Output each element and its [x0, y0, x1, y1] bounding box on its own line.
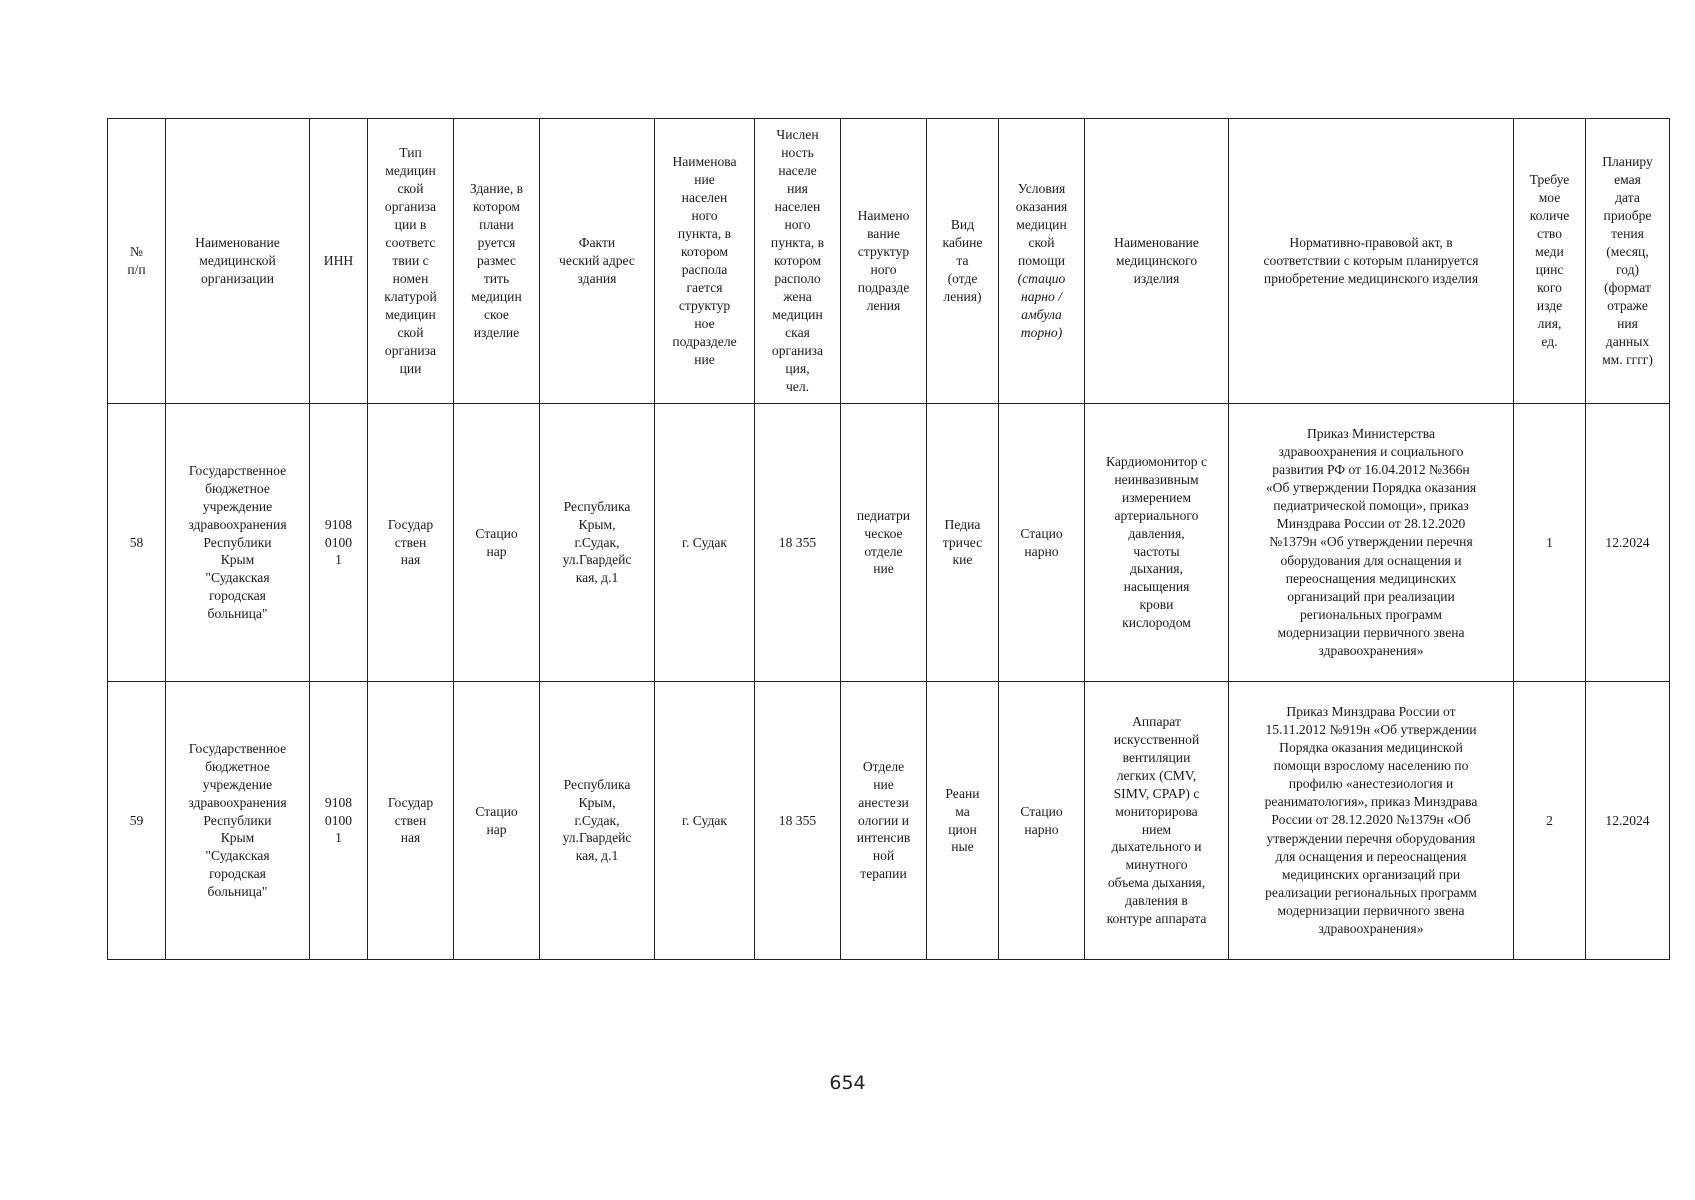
header-org-name: Наименование медицинской организации	[166, 119, 310, 404]
header-qty: Требуе мое количе ство меди цинс кого изде лия, ед.	[1514, 119, 1586, 404]
header-unit: Наимено вание структур ного подразде ления	[841, 119, 927, 404]
header-act: Нормативно-правовой акт, в соответствии с которым планируется приобретение медицинского изделия	[1229, 119, 1514, 404]
cell-population: 18 355	[755, 682, 841, 960]
table-row	[108, 404, 1670, 682]
cell-unit: Отделе ние анестези ологии и интенсив ной терапии	[841, 682, 927, 960]
cell-qty: 2	[1514, 682, 1586, 960]
cell-act: Приказ Министерства здравоохранения и социального развития РФ от 16.04.2012 №366н «Об утверждении Порядка оказания педиатрической помощи», приказ Минздрава России от 28.12.2020 №1379н «Об утверждении перечня оборудования для оснащения и переоснащения медицинских организаций при реализации региональных программ модернизации первичного звена здравоохранения»	[1229, 404, 1514, 682]
cell-unit: педиатри ческое отделе ние	[841, 404, 927, 682]
header-building: Здание, в котором плани руется размес тить медицин ское изделие	[454, 119, 540, 404]
header-cabinet: Вид кабине та (отде ления)	[927, 119, 999, 404]
table-row	[108, 682, 1670, 960]
cell-org-name: Государственное бюджетное учреждение здравоохранения Республики Крым "Судакская городская больница"	[166, 404, 310, 682]
cell-org-name: Государственное бюджетное учреждение здравоохранения Республики Крым "Судакская городская больница"	[166, 682, 310, 960]
cell-act: Приказ Минздрава России от 15.11.2012 №919н «Об утверждении Порядка оказания медицинской помощи взрослому населению по профилю «анестезиология и реаниматология», приказ Минздрава России от 28.12.2020 №1379н «Об утверждении перечня оборудования для оснащения и переоснащения медицинских организаций при реализации региональных программ модернизации первичного звена здравоохранения»	[1229, 682, 1514, 960]
header-row	[108, 119, 1670, 404]
header-num: № п/п	[108, 119, 166, 404]
header-conditions	[999, 119, 1085, 404]
cell-cabinet: Реани ма цион ные	[927, 682, 999, 960]
header-date: Планиру емая дата приобре тения (месяц, год) (формат отраже ния данных мм. гггг)	[1586, 119, 1670, 404]
equipment-table	[107, 118, 1670, 960]
cell-building: Стацио нар	[454, 404, 540, 682]
header-address: Факти ческий адрес здания	[540, 119, 655, 404]
page-number: 654	[829, 1072, 866, 1094]
cell-population: 18 355	[755, 404, 841, 682]
header-inn: ИНН	[310, 119, 368, 404]
cell-settlement: г. Судак	[655, 404, 755, 682]
cell-org-type: Государ ствен ная	[368, 682, 454, 960]
header-conditions-italic: (стацио нарно / амбула торно)	[1017, 270, 1066, 340]
cell-num: 58	[108, 404, 166, 682]
cell-address: Республика Крым, г.Судак, ул.Гвардейс кая, д.1	[540, 682, 655, 960]
header-device: Наименование медицинского изделия	[1085, 119, 1229, 404]
cell-conditions: Стацио нарно	[999, 682, 1085, 960]
cell-building: Стацио нар	[454, 682, 540, 960]
cell-date: 12.2024	[1586, 682, 1670, 960]
cell-address: Республика Крым, г.Судак, ул.Гвардейс кая, д.1	[540, 404, 655, 682]
header-settlement: Наименова ние населен ного пункта, в котором распола гается структур ное подразделе ние	[655, 119, 755, 404]
header-org-type: Тип медицин ской организа ции в соответс твии с номен клатурой медицин ской организа ции	[368, 119, 454, 404]
header-population: Числен ность населе ния населен ного пункта, в котором располо жена медицин ская организа ция, чел.	[755, 119, 841, 404]
cell-qty: 1	[1514, 404, 1586, 682]
cell-device: Аппарат искусственной вентиляции легких (CMV, SIMV, CPAP) с мониторирова нием дыхательного и минутного объема дыхания, давления в контуре аппарата	[1085, 682, 1229, 960]
cell-org-type: Государ ствен ная	[368, 404, 454, 682]
cell-date: 12.2024	[1586, 404, 1670, 682]
cell-conditions: Стацио нарно	[999, 404, 1085, 682]
cell-inn: 9108 0100 1	[310, 682, 368, 960]
cell-settlement: г. Судак	[655, 682, 755, 960]
cell-device: Кардиомонитор с неинвазивным измерением артериального давления, частоты дыхания, насыщения крови кислородом	[1085, 404, 1229, 682]
header-conditions-main: Условия оказания медицин ской помощи	[1015, 181, 1068, 269]
cell-inn: 9108 0100 1	[310, 404, 368, 682]
cell-num: 59	[108, 682, 166, 960]
cell-cabinet: Педиа тричес кие	[927, 404, 999, 682]
